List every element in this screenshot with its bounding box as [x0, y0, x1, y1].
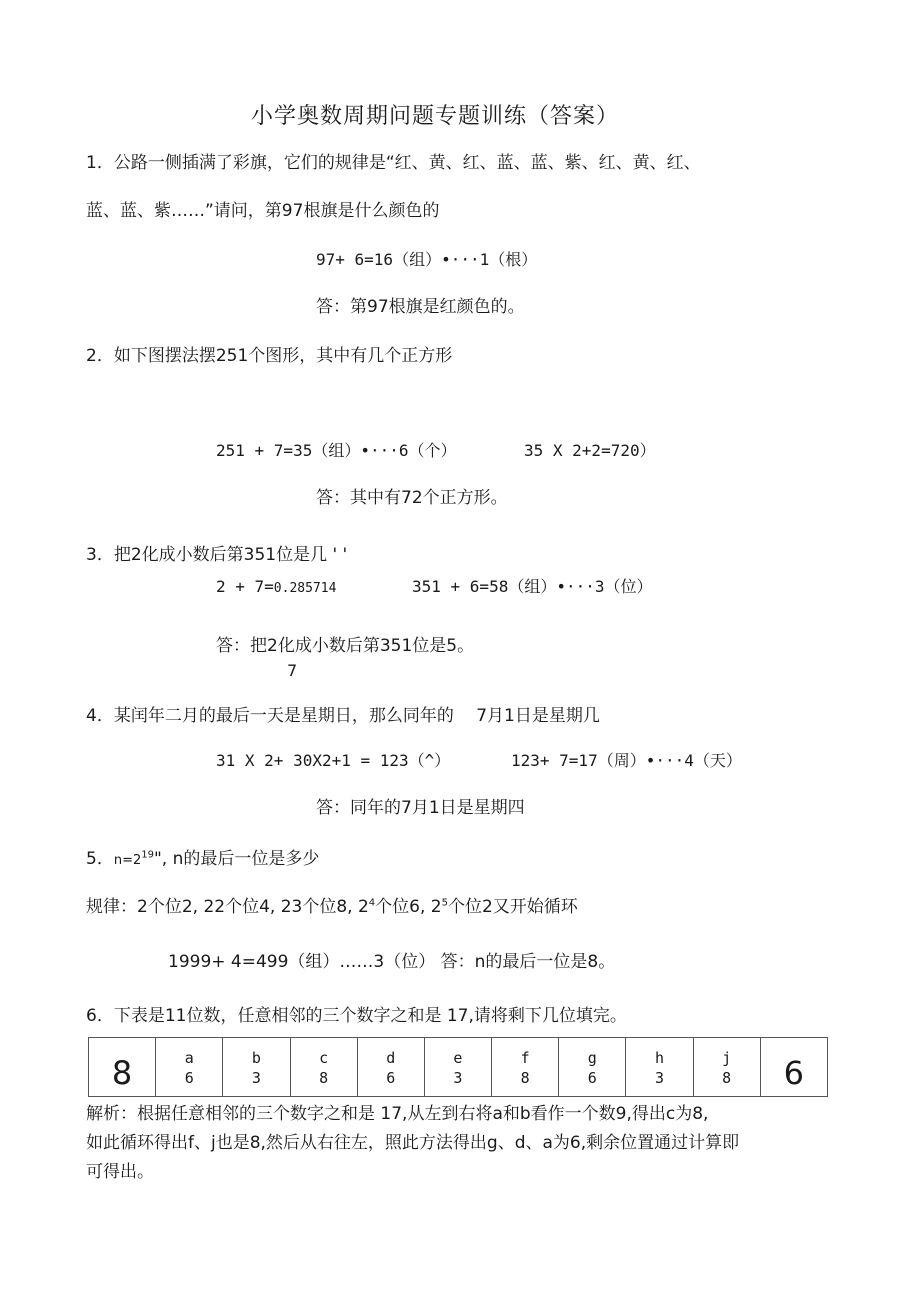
q5-rule-part-b: 个位6, 2	[375, 897, 442, 917]
q1-text-line2: 蓝、蓝、紫……”请问，第97根旗是什么颜色的	[86, 201, 440, 221]
table-cell-d	[357, 1038, 424, 1097]
cell-digit: 8	[722, 1069, 732, 1087]
q2-question: 2．如下图摆法摆251个图形，其中有几个正方形	[86, 346, 453, 366]
table-cell-f	[492, 1038, 559, 1097]
table-cell-h	[626, 1038, 693, 1097]
cell-digit: 6	[184, 1069, 194, 1087]
q6-analysis-line3: 可得出。	[86, 1162, 154, 1182]
digit-table	[88, 1037, 828, 1097]
q2-answer: 答：其中有72个正方形。	[316, 488, 508, 508]
q6-analysis-line1: 解析：根据任意相邻的三个数字之和是 17,从左到右将a和b看作一个数9,得出c为8,	[86, 1104, 709, 1124]
cell-letter: a	[184, 1049, 194, 1067]
table-cell-last	[760, 1038, 827, 1097]
cell-letter: d	[386, 1049, 396, 1067]
last-digit: 6	[783, 1054, 805, 1092]
cell-digit: 3	[453, 1069, 463, 1087]
table-cell-a	[156, 1038, 223, 1097]
q5-n-expression: n=2	[113, 853, 142, 868]
q4-calculation-1: 31 X 2+ 30X2+1 = 123（^）	[216, 751, 451, 770]
q5-question	[86, 848, 319, 872]
cell-digit: 3	[654, 1069, 664, 1087]
q5-rule-exp-2: 5	[441, 897, 448, 909]
first-digit: 8	[111, 1054, 133, 1092]
q5-rule	[86, 896, 578, 918]
cell-letter: h	[654, 1049, 664, 1067]
q4-calculation-2: 123+ 7=17（周）•···4（天）	[511, 751, 742, 770]
table-cell-first	[89, 1038, 156, 1097]
q1-answer: 答：第97根旗是红颜色的。	[316, 297, 525, 317]
cell-digit: 8	[319, 1069, 329, 1087]
cell-digit: 6	[386, 1069, 396, 1087]
cell-letter: f	[520, 1049, 530, 1067]
table-cell-b	[223, 1038, 290, 1097]
cell-digit: 8	[520, 1069, 530, 1087]
cell-digit: 6	[587, 1069, 597, 1087]
q5-exponent: 19	[141, 849, 154, 861]
cell-letter: c	[319, 1049, 329, 1067]
table-cell-e	[424, 1038, 491, 1097]
cell-letter: e	[453, 1049, 463, 1067]
q3-footnote: 7	[287, 661, 298, 680]
cell-letter: j	[722, 1049, 732, 1067]
q4-answer: 答：同年的7月1日是星期四	[316, 798, 525, 818]
digit-table-row	[89, 1038, 828, 1097]
q5-calculation-answer: 1999+ 4=499（组）……3（位） 答：n的最后一位是8。	[168, 952, 616, 972]
cell-letter: b	[251, 1049, 261, 1067]
cell-letter: g	[587, 1049, 597, 1067]
q6-analysis-line2: 如此循环得出f、j也是8,然后从右往左，照此方法得出g、d、a为6,剩余位置通过计算即	[86, 1133, 740, 1153]
q5-rule-part-c: 个位2又开始循环	[447, 897, 578, 917]
table-cell-c	[290, 1038, 357, 1097]
q3-calc1-value: 0.285714	[273, 581, 337, 596]
q6-question: 6．下表是11位数，任意相邻的三个数字之和是 17,请将剩下几位填完。	[86, 1006, 627, 1026]
table-cell-j	[693, 1038, 760, 1097]
q1-text-line1: 1．公路一侧插满了彩旗，它们的规律是“红、黄、红、蓝、蓝、紫、红、黄、红、	[86, 153, 701, 173]
cell-digit: 3	[251, 1069, 261, 1087]
q5-rule-part-a: 规律：2个位2, 22个位4, 23个位8, 2	[86, 897, 369, 917]
q4-question: 4．某闰年二月的最后一天是星期日，那么同年的 7月1日是星期几	[86, 706, 600, 726]
q2-calculation-2: 35 X 2+2=720）	[524, 441, 656, 460]
q5-suffix: ", n的最后一位是多少	[153, 849, 320, 869]
q3-calc1-prefix: 2 + 7=	[216, 577, 274, 596]
page-title: 小学奥数周期问题专题训练（答案）	[251, 104, 620, 129]
q3-calculation-1	[216, 576, 336, 600]
q2-calculation-1: 251 + 7=35（组）•···6（个）	[216, 441, 457, 460]
q3-question: 3．把2化成小数后第351位是几 ' '	[86, 545, 348, 565]
q1-calculation: 97+ 6=16（组）•···1（根）	[316, 250, 538, 269]
q3-answer: 答：把2化成小数后第351位是5。	[216, 636, 475, 656]
q5-prefix: 5．	[86, 849, 114, 869]
q3-calculation-2: 351 + 6=58（组）•···3（位）	[412, 577, 653, 596]
q5-rule-exp-1: 4	[368, 897, 376, 909]
table-cell-g	[559, 1038, 626, 1097]
